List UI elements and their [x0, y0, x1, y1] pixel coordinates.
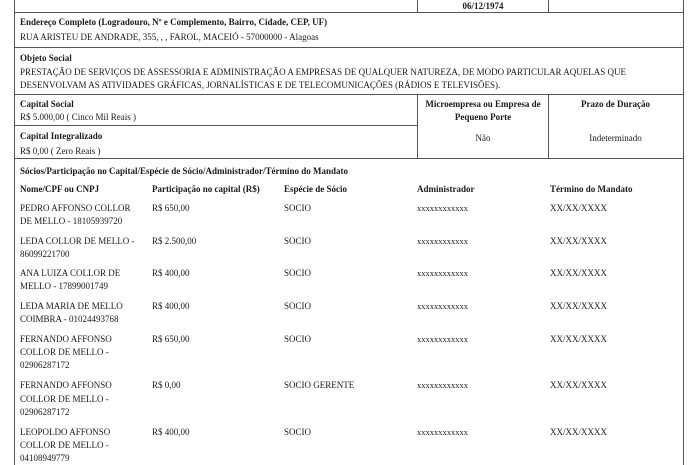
partner-3-capital: R$ 400,00	[152, 268, 190, 278]
address-value: RUA ARISTEU DE ANDRADE, 355, , , FAROL, MACEIÓ - 57000000 - Alagoas	[20, 32, 319, 42]
header-term: Término do Mandato	[550, 184, 633, 194]
partner-2-name-2: 86099221700	[20, 249, 70, 259]
partner-5-capital: R$ 650,00	[152, 334, 190, 344]
header-type: Espécie de Sócio	[284, 184, 347, 194]
partner-4-admin: xxxxxxxxxxxx	[417, 301, 468, 311]
partners-section-label: Sócios/Participação no Capital/Espécie de Sócio/Administrador/Término do Mandato	[20, 166, 348, 176]
object-line-2: DESENVOLVAM AS ATIVIDADES GRÁFICAS, JORNALÍSTICAS E DE TELECOMUNICAÇÕES (RÁDIOS E TELEVISÕES).	[20, 80, 501, 90]
start-date: 06/12/1974	[462, 1, 504, 11]
partner-1-capital: R$ 650,00	[152, 203, 190, 213]
header-capital: Participação no capital (R$)	[152, 184, 260, 194]
partner-7-capital: R$ 400,00	[152, 427, 190, 437]
partner-5-name-2: COLLOR DE MELLO -	[20, 347, 109, 357]
partner-6-name-1: FERNANDO AFFONSO	[20, 380, 112, 390]
capital-integralizado-value: R$ 0,00 ( Zero Reais )	[20, 146, 101, 156]
partner-6-name-3: 02906287172	[20, 407, 70, 417]
partner-5-term: XX/XX/XXXX	[550, 334, 607, 344]
partner-5-type: SOCIO	[284, 334, 312, 344]
address-label: Endereço Completo (Logradouro, Nº e Complemento, Bairro, Cidade, CEP, UF)	[20, 17, 328, 27]
capital-integralizado-label: Capital Integralizado	[20, 131, 103, 141]
partner-2-name-1: LEDA COLLOR DE MELLO -	[20, 236, 135, 246]
partner-1-admin: xxxxxxxxxxxx	[417, 203, 468, 213]
capital-social-value: R$ 5.000,00 ( Cinco Mil Reais )	[20, 112, 136, 122]
header-name: Nome/CPF ou CNPJ	[20, 184, 100, 194]
partner-2-term: XX/XX/XXXX	[550, 236, 607, 246]
prazo-value: Indeterminado	[589, 133, 642, 143]
partner-4-type: SOCIO	[284, 301, 312, 311]
micro-label-1: Microempresa ou Empresa de	[425, 99, 541, 109]
partner-6-type: SOCIO GERENTE	[284, 380, 355, 390]
partner-5-name-3: 02906287172	[20, 360, 70, 370]
capital-social-label: Capital Social	[20, 99, 74, 109]
partner-7-type: SOCIO	[284, 427, 312, 437]
partner-6-admin: xxxxxxxxxxxx	[417, 380, 468, 390]
partner-7-term: XX/XX/XXXX	[550, 427, 607, 437]
partner-2-admin: xxxxxxxxxxxx	[417, 236, 468, 246]
partner-1-term: XX/XX/XXXX	[550, 203, 607, 213]
partner-3-term: XX/XX/XXXX	[550, 268, 607, 278]
header-admin: Administrador	[417, 184, 475, 194]
partner-4-name-2: COIMBRA - 01024493768	[20, 314, 119, 324]
partner-3-type: SOCIO	[284, 268, 312, 278]
partner-6-name-2: COLLOR DE MELLO -	[20, 394, 109, 404]
partner-7-name-3: 04108949779	[20, 453, 70, 463]
partner-4-term: XX/XX/XXXX	[550, 301, 607, 311]
partner-2-type: SOCIO	[284, 236, 312, 246]
partner-4-name-1: LEDA MARIA DE MELLO	[20, 301, 123, 311]
partner-6-term: XX/XX/XXXX	[550, 380, 607, 390]
partner-3-admin: xxxxxxxxxxxx	[417, 268, 468, 278]
micro-value: Não	[475, 133, 491, 143]
partner-4-capital: R$ 400,00	[152, 301, 190, 311]
partner-7-name-1: LEOPOLDO AFFONSO	[20, 427, 111, 437]
partner-1-name-1: PEDRO AFFONSO COLLOR	[20, 203, 131, 213]
partner-7-name-2: COLLOR DE MELLO -	[20, 440, 109, 450]
partner-6-capital: R$ 0,00	[152, 380, 181, 390]
partner-7-admin: xxxxxxxxxxxx	[417, 427, 468, 437]
object-line-1: PRESTAÇÃO DE SERVIÇOS DE ASSESSORIA E ADMINISTRAÇÃO A EMPRESAS DE QUALQUER NATUREZA, DE MODO PARTICULAR AQUELAS QUE	[20, 67, 626, 77]
partner-3-name-1: ANA LUIZA COLLOR DE	[20, 268, 121, 278]
prazo-label: Prazo de Duração	[581, 99, 650, 109]
partner-5-admin: xxxxxxxxxxxx	[417, 334, 468, 344]
partner-3-name-2: MELLO - 17899001749	[20, 281, 108, 291]
object-label: Objeto Social	[20, 53, 72, 63]
partner-5-name-1: FERNANDO AFFONSO	[20, 334, 112, 344]
partner-2-capital: R$ 2.500,00	[152, 236, 197, 246]
micro-label-2: Pequeno Porte	[454, 112, 512, 122]
partner-1-name-2: DE MELLO - 18105939720	[20, 216, 123, 226]
partner-1-type: SOCIO	[284, 203, 312, 213]
